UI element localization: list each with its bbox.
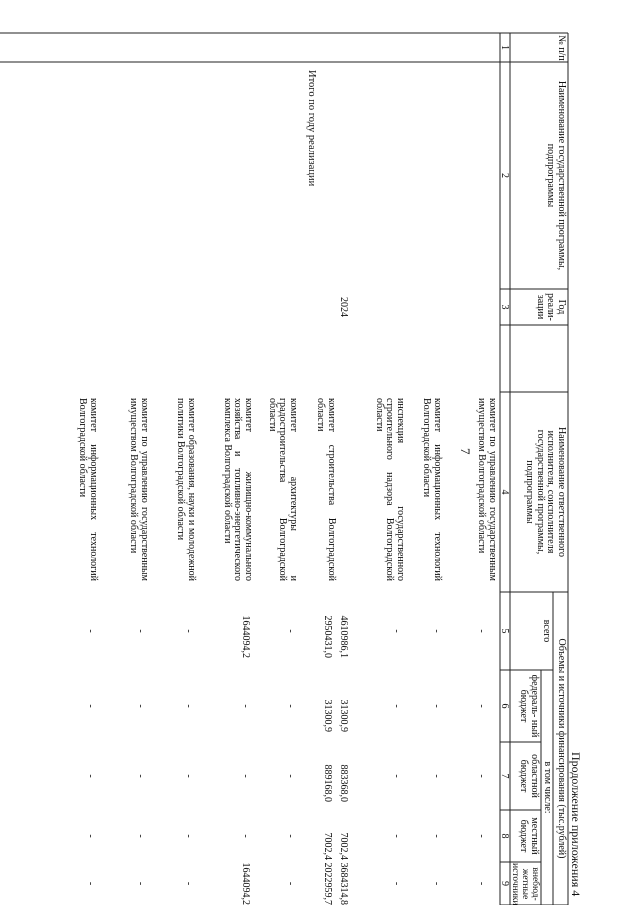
row-9-federal: - — [85, 704, 96, 708]
colnum-4: 4 — [499, 489, 510, 495]
row-7-regional: - — [183, 774, 194, 778]
row-6-total: 1644094,2 — [240, 615, 251, 658]
row-3-year: 2024 — [338, 297, 349, 317]
header-program: Наименование государственной программы, подпрограммы — [545, 80, 567, 271]
row-8-regional: - — [135, 774, 146, 778]
colnum-7: 7 — [499, 773, 510, 779]
row-4-org: комитет строительства Волгоградской области — [315, 398, 337, 581]
row-1-org: комитет информационных технологий Волгоградской области — [421, 398, 443, 581]
row-0-federal: - — [476, 704, 487, 708]
row-2-total: - — [391, 629, 402, 633]
row-0-total: - — [476, 629, 487, 633]
row-5-extra: - — [285, 881, 296, 886]
row-8-extra: - — [135, 881, 146, 886]
subtotal-label: Итого по году реализации — [306, 70, 317, 187]
header-total: всего — [541, 619, 552, 643]
colnum-2: 2 — [499, 173, 510, 178]
row-3-extra: 3684314,8 — [338, 862, 349, 905]
page-number: 7 — [458, 448, 473, 455]
header-local: местный бюджет — [518, 817, 540, 855]
row-6-local: - — [240, 834, 251, 838]
header-federal: федераль- ный бюджет — [518, 674, 540, 738]
row-7-extra: - — [183, 881, 194, 886]
header-year: Год реали- зации — [535, 293, 567, 321]
row-0-extra: - — [476, 881, 487, 886]
row-5-regional: - — [285, 774, 296, 778]
row-5-federal: - — [285, 704, 296, 708]
colnum-5: 5 — [499, 628, 510, 634]
row-9-org: комитет информационных технологий Волгоградской области — [77, 398, 99, 581]
row-9-local: - — [85, 834, 96, 838]
row-4-total: 2950431,0 — [322, 615, 333, 658]
header-executor: Наименование ответственного исполнителя, соисполнителя государственной программы, подпрограммы — [524, 426, 567, 558]
row-3-total: 4610986,1 — [338, 615, 349, 658]
row-0-regional: - — [476, 774, 487, 778]
continuation-caption: Продолжение приложения 4 — [569, 752, 583, 897]
row-1-total: - — [431, 629, 442, 633]
row-5-org: комитет архитектуры и градостроительства Волгоградской области — [267, 398, 299, 581]
row-5-local: - — [285, 834, 296, 838]
row-0-org: комитет по управлению государственным имуществом Волгоградской области — [476, 398, 498, 581]
row-4-regional: 889168,0 — [322, 764, 333, 802]
row-9-total: - — [85, 629, 96, 633]
row-8-local: - — [135, 834, 146, 838]
row-8-org: комитет по управлению государственным имуществом Волгоградской области — [128, 398, 150, 581]
row-1-local: - — [431, 834, 442, 838]
row-2-regional: - — [391, 774, 402, 778]
row-0-local: - — [476, 834, 487, 838]
colnum-1: 1 — [499, 45, 510, 50]
row-6-extra: 1644094,2 — [240, 862, 251, 905]
row-2-local: - — [391, 834, 402, 838]
row-8-total: - — [135, 629, 146, 633]
colnum-9: 9 — [499, 881, 510, 886]
row-7-local: - — [183, 834, 194, 838]
row-9-regional: - — [85, 774, 96, 778]
row-3-local: 7002,4 — [338, 832, 349, 860]
colnum-8: 8 — [499, 833, 510, 839]
row-3-regional: 883368,0 — [338, 764, 349, 802]
row-1-regional: - — [431, 774, 442, 778]
row-3-federal: 31300,9 — [338, 699, 349, 732]
row-7-org: комитет образования, науки и молодежной политики Волгоградской области — [175, 398, 197, 581]
row-1-extra: - — [431, 881, 442, 886]
colnum-3: 3 — [499, 304, 510, 310]
row-2-org: инспекция государственного строительного надзора Волгоградской области — [374, 398, 406, 581]
row-5-total: - — [285, 629, 296, 633]
header-num: № п/п — [556, 35, 567, 61]
row-4-federal: 31300,9 — [322, 699, 333, 732]
header-funding: Объемы и источники финансирования (тыс.рублей) — [556, 638, 567, 859]
row-4-extra: 2022959,7 — [322, 862, 333, 905]
row-4-local: 7002,4 — [322, 832, 333, 860]
row-1-federal: - — [431, 704, 442, 708]
row-7-total: - — [183, 629, 194, 633]
row-6-regional: - — [240, 774, 251, 778]
header-regional: областной бюджет — [518, 754, 540, 798]
row-9-extra: - — [85, 881, 96, 886]
header-extra: внебюд- жетные источники — [510, 863, 540, 905]
row-6-org: комитет жилищно-коммунального хозяйства и топливно-энергетического комплекса Волгоградской области — [222, 398, 254, 581]
row-6-federal: - — [240, 704, 251, 708]
row-2-extra: - — [391, 881, 402, 886]
row-8-federal: - — [135, 704, 146, 708]
header-including: в том числе: — [542, 761, 553, 814]
row-2-federal: - — [391, 704, 402, 708]
colnum-6: 6 — [499, 703, 510, 709]
row-7-federal: - — [183, 704, 194, 708]
